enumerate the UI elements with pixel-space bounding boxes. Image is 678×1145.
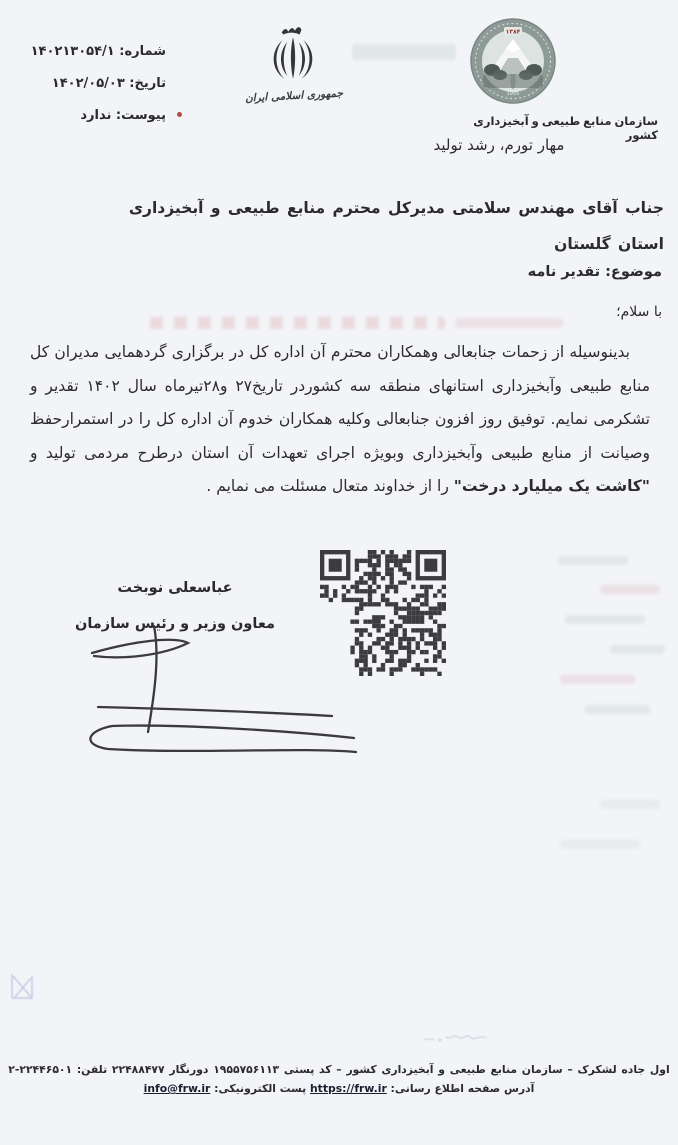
addressee-line2: استان گلستان [554,235,664,253]
organization-logo-icon [470,18,556,104]
footer-website-label: آدرس صفحه اطلاع رسانی: [386,1082,535,1095]
emblem-caption: جمهوری اسلامی ایران [244,87,344,105]
scan-artifact [565,615,645,624]
scan-artifact [610,645,665,654]
reference-block [8,36,166,132]
footer-address-text: اول جاده لشکرک – سازمان منابع طبیعی و آبخیزداری کشور – کد پستی ۱۹۵۵۷۵۶۱۱۳ دورنگار ۲۲۴۸۸۴۷۷ تلفن: [72,1063,670,1076]
handwritten-signature [42,625,362,765]
body-text-2: را از خداوند متعال مسئلت می نمایم . [206,477,454,495]
footer-contact-line [0,1082,678,1095]
scan-artifact [560,840,640,849]
scan-artifact [352,44,456,60]
body-text-bold: "کاشت یک میلیارد درخت" [453,477,650,495]
scan-artifact [150,317,445,329]
logo-bottom-year-text: 1905 [506,91,520,97]
scan-artifact [600,800,660,809]
addressee-line1: جناب آقای مهندس سلامتی مدیرکل محترم منابع طبیعی و آبخیزداری [128,199,664,217]
addressee-block [60,190,664,262]
organization-name: سازمان منابع طبیعی و آبخیزداری کشور [473,114,658,142]
letter-body [30,336,650,504]
scan-artifact [558,556,628,565]
footer-email-link: info@frw.ir [143,1082,211,1095]
ref-number-row [8,36,166,68]
year-slogan: مهار تورم، رشد تولید [433,136,565,154]
ref-number-label: شماره: [119,44,166,59]
footer-phone: ۲-۲۲۴۴۶۵۰۱ [8,1063,73,1076]
faint-handwriting [420,1028,490,1050]
scan-artifact [585,705,650,714]
signer-title: معاون وزیر و رئیس سازمان [74,616,276,632]
subject-line: موضوع: تقدیر نامه [527,264,662,280]
date-row [8,68,166,100]
footer-website-link: https://frw.ir [309,1082,387,1095]
salutation: با سلام؛ [616,304,662,320]
scan-artifact-red-dot [177,112,182,117]
attachment-value: ندارد [80,108,112,123]
logo-year-text: ۱۳۸۴ [505,28,521,36]
body-text-1: بدینوسیله از زحمات جنابعالی وهمکاران محترم آن اداره کل در برگزاری گردهمایی مدیران کل منابع طبیعی وآبخیزداری استانهای منطقه سه کشوردر تاریخ۲۷ و۲۸تیرماه سال ۱۴۰۲ تقدیر و تشکرمی نمایم. توفیق روز افزون جنابعالی وکلیه همکاران خدوم آن اداره کل را در استمرارحفظ وصیانت از منابع طبیعی وآبخیزداری وبویژه اجرای تعهدات آن استان درطرح مردمی تولید و [30,343,651,462]
iran-emblem-icon [262,26,324,92]
footer-address-line [0,1063,678,1076]
margin-doodle [8,970,36,1004]
signer-name: عباسعلی نوبخت [117,580,233,596]
date-label: تاریخ: [129,76,166,91]
date-value: ۱۴۰۲/۰۵/۰۳ [51,76,125,91]
ref-number-value: ۱۴۰۲۱۳۰۵۴/۱ [30,44,115,59]
attachment-row [8,100,166,132]
scan-artifact [600,585,660,594]
scan-artifact [560,675,635,684]
attachment-label: پیوست: [115,108,166,123]
footer-email-label: پست الکترونیکی: [210,1082,310,1095]
